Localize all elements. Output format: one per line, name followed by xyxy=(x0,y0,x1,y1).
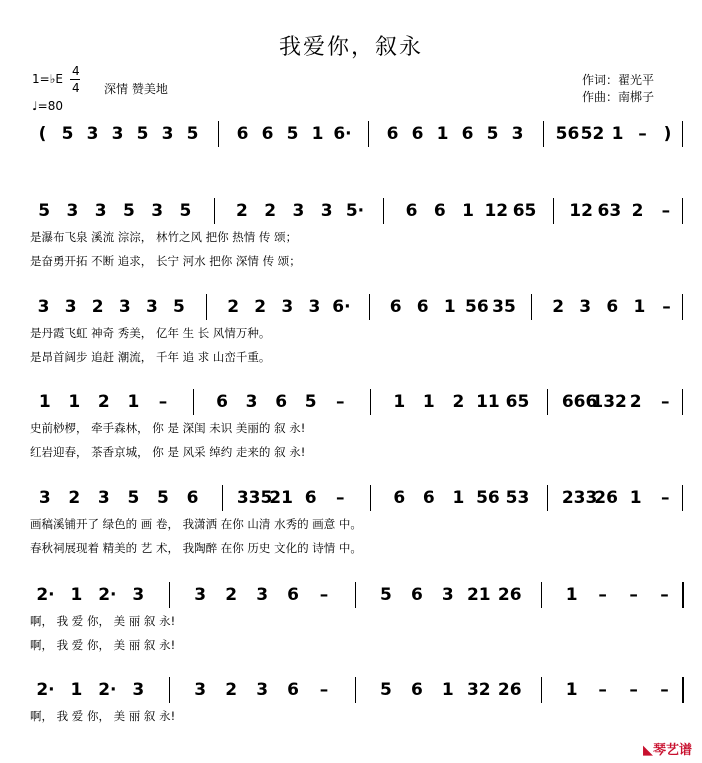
jianpu-note: 2 xyxy=(452,392,465,412)
jianpu-note: 2 xyxy=(629,392,642,412)
jianpu-note: 6· xyxy=(333,124,352,144)
tempo-value: =80 xyxy=(37,99,63,113)
lyric-line: 是丹霞飞虹 神奇 秀美， 亿年 生 长 风情万种。 xyxy=(30,326,271,340)
jianpu-note: 5 xyxy=(122,201,135,221)
lyric-line: 红岩迎春， 茶香京城， 你 是 风采 绰约 走来的 叙 永! xyxy=(30,445,306,459)
jianpu-note: 1 xyxy=(462,201,474,221)
key-letter: E xyxy=(55,72,63,86)
jianpu-note: ) xyxy=(663,124,672,144)
expression-marking: 深情 赞美地 xyxy=(104,82,168,96)
jianpu-note: – xyxy=(335,392,345,412)
lyric-line: 春秋祠展现着 精美的 艺 术， 我陶醉 在你 历史 文化的 诗情 中。 xyxy=(30,541,362,555)
jianpu-note: 3 xyxy=(66,201,79,221)
jianpu-note: 2 xyxy=(227,297,240,317)
jianpu-note: 6 xyxy=(405,201,418,221)
lyric-line: 啊， 我 爱 你， 美 丽 叙 永! xyxy=(30,614,176,628)
jianpu-note: 3 xyxy=(441,585,454,605)
jianpu-note: 5 xyxy=(157,488,169,508)
jianpu-note: 3 xyxy=(37,297,50,317)
jianpu-note: 3 xyxy=(132,585,145,605)
jianpu-note: 2· xyxy=(36,680,55,700)
bar-line xyxy=(547,389,548,415)
system-end-bar xyxy=(682,677,684,703)
key-accidental: ♭ xyxy=(49,72,56,86)
system-end-bar xyxy=(682,198,683,224)
jianpu-note: 3 xyxy=(511,124,524,144)
jianpu-note: 2 xyxy=(97,392,110,412)
jianpu-note: 335 xyxy=(236,488,273,508)
jianpu-note: 1 xyxy=(436,124,449,144)
jianpu-note: 6 xyxy=(411,124,424,144)
jianpu-note: 1 xyxy=(70,585,83,605)
jianpu-note: – xyxy=(629,585,638,605)
bar-line xyxy=(541,677,542,703)
jianpu-note: 2 xyxy=(225,680,238,700)
jianpu-note: 6 xyxy=(389,297,402,317)
jianpu-note: 3 xyxy=(281,297,294,317)
jianpu-note: 5 xyxy=(179,201,192,221)
jianpu-note: 1 xyxy=(68,392,81,412)
jianpu-note: 5· xyxy=(345,201,365,221)
jianpu-note: – xyxy=(661,201,671,221)
jianpu-note: 3 xyxy=(86,124,99,144)
jianpu-note: 2 xyxy=(552,297,565,317)
bar-line xyxy=(218,121,219,147)
jianpu-note: 3 xyxy=(111,124,124,144)
jianpu-note: 3 xyxy=(132,680,145,700)
bar-line xyxy=(370,389,371,415)
jianpu-note: 1 xyxy=(452,488,465,508)
key-signature xyxy=(32,72,63,86)
jianpu-note: 12 xyxy=(484,201,509,221)
jianpu-note: 3 xyxy=(256,585,269,605)
jianpu-note: 3 xyxy=(194,680,207,700)
jianpu-note: 1 xyxy=(611,124,624,144)
jianpu-note: 1 xyxy=(70,680,83,700)
jianpu-note: 2 xyxy=(236,201,248,221)
jianpu-note: 21 xyxy=(269,488,293,508)
bar-line xyxy=(553,198,554,224)
bar-line xyxy=(222,485,223,511)
jianpu-note: 65 xyxy=(512,201,537,221)
jianpu-note: 12 xyxy=(569,201,593,221)
jianpu-note: 3 xyxy=(97,488,110,508)
jianpu-note: 5 xyxy=(38,201,51,221)
jianpu-note: 3 xyxy=(38,488,51,508)
jianpu-note: 32 xyxy=(466,680,491,700)
jianpu-note: 2 xyxy=(631,201,644,221)
bar-line xyxy=(369,294,370,320)
jianpu-note: 1 xyxy=(633,297,646,317)
jianpu-note: 26 xyxy=(497,680,522,700)
jianpu-note: 53 xyxy=(505,488,530,508)
jianpu-note: 65 xyxy=(505,392,530,412)
jianpu-note: 3 xyxy=(308,297,321,317)
jianpu-note: 3 xyxy=(151,201,164,221)
logo-icon: ◣ xyxy=(642,743,653,758)
jianpu-note: 6 xyxy=(287,585,299,605)
jianpu-note: 5 xyxy=(304,392,317,412)
composer-credit: 作曲：南梆子 xyxy=(582,90,655,104)
jianpu-note: ( xyxy=(38,124,47,144)
jianpu-note: – xyxy=(660,488,670,508)
jianpu-note: – xyxy=(158,392,168,412)
system-end-bar xyxy=(682,389,683,415)
jianpu-note: 1 xyxy=(127,392,140,412)
jianpu-note: – xyxy=(662,297,671,317)
jianpu-note: – xyxy=(319,585,329,605)
jianpu-note: 21 xyxy=(466,585,491,605)
lyric-line: 啊， 我 爱 你， 美 丽 叙 永! xyxy=(30,638,176,652)
jianpu-note: 1 xyxy=(565,585,578,605)
jianpu-note: 3 xyxy=(579,297,592,317)
lyric-line: 是瀑布飞泉 溪流 淙淙， 林竹之风 把你 热情 传 颂； xyxy=(30,230,298,244)
bar-line xyxy=(214,198,215,224)
jianpu-note: 666 xyxy=(561,392,598,412)
jianpu-note: 6 xyxy=(393,488,406,508)
meter-line xyxy=(70,79,80,80)
jianpu-note: 1 xyxy=(311,124,324,144)
bar-line xyxy=(547,485,548,511)
jianpu-note: 6 xyxy=(433,201,446,221)
system-end-bar xyxy=(682,294,683,320)
jianpu-note: 26 xyxy=(594,488,618,508)
jianpu-note: 3 xyxy=(145,297,158,317)
jianpu-note: 3 xyxy=(161,124,174,144)
jianpu-note: 52 xyxy=(580,124,605,144)
jianpu-note: 6 xyxy=(410,585,423,605)
bar-line xyxy=(368,121,369,147)
jianpu-note: 6 xyxy=(304,488,317,508)
jianpu-note: 3 xyxy=(94,201,107,221)
jianpu-note: 3 xyxy=(118,297,131,317)
jianpu-note: 1 xyxy=(443,297,456,317)
system-end-bar xyxy=(682,121,683,147)
jianpu-note: 6 xyxy=(386,124,399,144)
bar-line xyxy=(543,121,544,147)
lyric-line: 是奋勇开拓 不断 追求， 长宁 河水 把你 深情 传 颂； xyxy=(30,254,301,268)
jianpu-note: – xyxy=(319,680,329,700)
jianpu-note: 5 xyxy=(127,488,140,508)
jianpu-note: 56 xyxy=(476,488,500,508)
jianpu-note: 2 xyxy=(225,585,238,605)
jianpu-note: 11 xyxy=(476,392,500,412)
jianpu-note: 2 xyxy=(264,201,277,221)
quarter-note-icon: ♩ xyxy=(32,99,38,113)
jianpu-note: 5 xyxy=(61,124,74,144)
jianpu-note: 2· xyxy=(98,680,117,700)
meter-top: 4 xyxy=(72,64,80,78)
lyric-line: 画稿溪铺开了 绿色的 画 卷， 我潇洒 在你 山清 水秀的 画意 中。 xyxy=(30,517,362,531)
jianpu-note: 1 xyxy=(422,392,435,412)
jianpu-note: 6 xyxy=(275,392,288,412)
jianpu-note: 6 xyxy=(461,124,474,144)
jianpu-note: 5 xyxy=(186,124,199,144)
jianpu-note: – xyxy=(598,585,607,605)
jianpu-note: 1 xyxy=(441,680,454,700)
jianpu-note: – xyxy=(660,680,669,700)
jianpu-note: – xyxy=(638,124,647,144)
jianpu-note: 5 xyxy=(286,124,299,144)
jianpu-note: 6 xyxy=(216,392,228,412)
jianpu-note: – xyxy=(598,680,607,700)
jianpu-note: 1 xyxy=(629,488,642,508)
lyric-line: 是昂首阔步 追赶 潮流， 千年 追 求 山峦千重。 xyxy=(30,350,271,364)
jianpu-note: 3 xyxy=(245,392,258,412)
jianpu-note: 1 xyxy=(393,392,406,412)
jianpu-note: 2 xyxy=(254,297,267,317)
bar-line xyxy=(355,677,356,703)
jianpu-note: 56 xyxy=(555,124,580,144)
jianpu-note: 2· xyxy=(98,585,117,605)
jianpu-note: 2· xyxy=(36,585,55,605)
jianpu-note: 6 xyxy=(287,680,299,700)
jianpu-note: 5 xyxy=(486,124,499,144)
jianpu-note: 6 xyxy=(422,488,435,508)
jianpu-note: 6 xyxy=(261,124,274,144)
bar-line xyxy=(383,198,384,224)
bar-line xyxy=(169,582,170,608)
jianpu-note: 3 xyxy=(256,680,269,700)
jianpu-note: 2 xyxy=(91,297,104,317)
jianpu-note: 6 xyxy=(606,297,619,317)
lyric-line: 啊， 我 爱 你， 美 丽 叙 永! xyxy=(30,709,176,723)
meter-bottom: 4 xyxy=(72,81,80,95)
jianpu-note: 6 xyxy=(416,297,429,317)
jianpu-note: 5 xyxy=(173,297,185,317)
bar-line xyxy=(541,582,542,608)
jianpu-note: 3 xyxy=(292,201,305,221)
bar-line xyxy=(193,389,194,415)
jianpu-note: – xyxy=(660,392,670,412)
jianpu-note: – xyxy=(335,488,345,508)
bar-line xyxy=(169,677,170,703)
jianpu-note: 3 xyxy=(320,201,333,221)
jianpu-note: 2 xyxy=(68,488,81,508)
page-title: 我爱你，叙永 xyxy=(278,35,423,60)
bar-line xyxy=(206,294,207,320)
system-end-bar xyxy=(682,582,684,608)
lyric-line: 史前桫椤， 牵手森林， 你 是 深闺 未识 美丽的 叙 永! xyxy=(30,421,306,435)
watermark-logo xyxy=(643,739,692,758)
jianpu-note: – xyxy=(660,585,669,605)
jianpu-note: 233 xyxy=(561,488,598,508)
jianpu-note: 5 xyxy=(136,124,149,144)
jianpu-note: 132 xyxy=(591,392,627,412)
system-end-bar xyxy=(682,485,683,511)
jianpu-note: 5 xyxy=(380,680,392,700)
jianpu-note: 3 xyxy=(194,585,207,605)
jianpu-note: 1 xyxy=(565,680,578,700)
jianpu-note: 26 xyxy=(497,585,522,605)
jianpu-note: 6 xyxy=(236,124,249,144)
jianpu-note: 35 xyxy=(492,297,516,317)
jianpu-note: 63 xyxy=(597,201,622,221)
key-prefix: 1= xyxy=(32,72,50,86)
bar-line xyxy=(370,485,371,511)
watermark-text: 琴艺谱 xyxy=(652,743,692,758)
tempo-marking xyxy=(32,99,63,113)
bar-line xyxy=(355,582,356,608)
jianpu-note: 6 xyxy=(410,680,423,700)
jianpu-note: – xyxy=(629,680,638,700)
bar-line xyxy=(531,294,532,320)
jianpu-note: 6 xyxy=(186,488,199,508)
jianpu-note: 3 xyxy=(64,297,77,317)
jianpu-note: 6· xyxy=(332,297,351,317)
jianpu-note: 56 xyxy=(465,297,489,317)
lyricist-credit: 作词：翟光平 xyxy=(582,73,655,87)
jianpu-note: 1 xyxy=(38,392,51,412)
jianpu-note: 5 xyxy=(380,585,392,605)
